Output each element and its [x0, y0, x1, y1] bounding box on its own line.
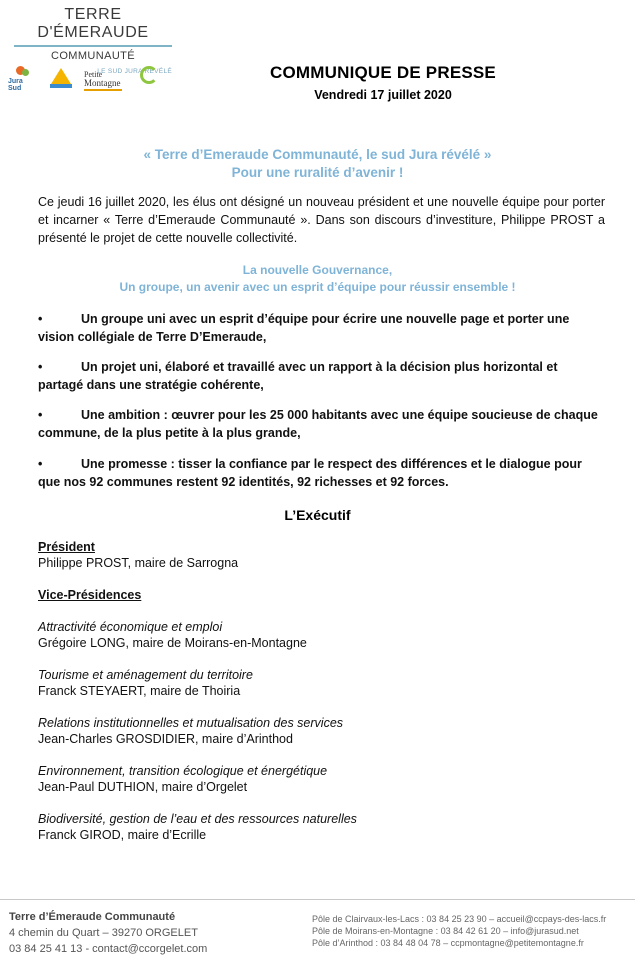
- bullet-icon: •: [38, 360, 43, 374]
- page-title: COMMUNIQUE DE PRESSE: [270, 63, 496, 82]
- vp-role: Tourisme et aménagement du territoire: [38, 668, 253, 682]
- logo-tagline: LE SUD JURA RÉVÉLÉ: [97, 68, 172, 75]
- petite-montagne-logo: Petite Montagne: [82, 64, 128, 96]
- intro-paragraph: Ce jeudi 16 juillet 2020, les élus ont désigné un nouveau président et une nouvelle équipe pour porter et incarner « Terre d’Emeraude Communauté ». Dans son discours d’investiture, Philippe PROST a présenté le projet de cette nouvelle collectivité.: [38, 195, 605, 245]
- footer-org-name: Terre d’Émeraude Communauté: [9, 911, 176, 923]
- vp-role: Relations institutionnelles et mutualisation des services: [38, 716, 344, 730]
- press-date: Vendredi 17 juillet 2020: [314, 88, 452, 102]
- vp-role: Environnement, transition écologique et énergétique: [38, 764, 328, 778]
- vp-person: Franck STEYAERT, maire de Thoiria: [38, 684, 241, 698]
- headline-line-1: « Terre d’Emeraude Communauté, le sud Jura révélé »: [143, 147, 492, 162]
- executive-heading: L’Exécutif: [284, 507, 351, 523]
- bullet-icon: •: [38, 312, 43, 326]
- governance-subheading: Un groupe, un avenir avec un esprit d’équipe pour réussir ensemble !: [119, 280, 516, 294]
- region-community-logo: [134, 64, 180, 96]
- headline-line-2: Pour une ruralité d’avenir !: [231, 165, 404, 180]
- logo-title: TERRE D'ÉMERAUDE: [37, 6, 149, 41]
- governance-heading: La nouvelle Gouvernance,: [242, 263, 393, 277]
- vice-presidents-label: Vice-Présidences: [38, 588, 142, 602]
- footer-pole: Pôle d’Arinthod : 03 84 48 04 78 – ccpmontagne@petitemontagne.fr: [312, 938, 584, 948]
- footer-pole: Pôle de Moirans-en-Montagne : 03 84 42 61 20 – info@jurasud.net: [312, 926, 579, 936]
- footer-divider: [0, 899, 635, 900]
- bullet-item: • Un groupe uni avec un esprit d’équipe pour écrire une nouvelle page et porter une vision collégiale de Terre D’Emeraude,: [38, 312, 570, 344]
- bullet-item: • Un projet uni, élaboré et travaillé avec un rapport à la décision plus horizontal et partagé dans une stratégie cohérente,: [38, 360, 558, 392]
- footer-poles: [312, 913, 606, 949]
- bullet-icon: •: [38, 408, 43, 422]
- president-name: Philippe PROST, maire de Sarrogna: [38, 556, 239, 570]
- vp-person: Jean-Paul DUTHION, maire d’Orgelet: [38, 780, 248, 794]
- footer-address-block: [9, 909, 207, 957]
- president-label: Président: [38, 540, 95, 554]
- partner-logos: [8, 64, 183, 96]
- logo-divider: [14, 45, 172, 47]
- jura-sud-logo: Jura Sud: [8, 64, 36, 96]
- vp-person: Franck GIROD, maire d’Ecrille: [38, 828, 207, 842]
- vp-person: Grégoire LONG, maire de Moirans-en-Montagne: [38, 636, 307, 650]
- vp-person: Jean-Charles GROSDIDIER, maire d’Arinthod: [38, 732, 293, 746]
- bullet-item: • Une ambition : œuvrer pour les 25 000 habitants avec une équipe soucieuse de chaque commune, de la plus petite à la plus grande,: [38, 408, 598, 440]
- logo-subtitle: COMMUNAUTÉ: [50, 50, 136, 62]
- vp-role: Attractivité économique et emploi: [38, 620, 223, 634]
- footer-contact: 03 84 25 41 13 - contact@ccorgelet.com: [9, 943, 208, 955]
- vp-role: Biodiversité, gestion de l’eau et des ressources naturelles: [38, 812, 357, 826]
- footer-pole: Pôle de Clairvaux-les-Lacs : 03 84 25 23 90 – accueil@ccpays-des-lacs.fr: [312, 914, 607, 924]
- lakes-community-logo: [48, 64, 74, 96]
- bullet-item: • Une promesse : tisser la confiance par le respect des différences et le dialogue pour que nos 92 communes restent 92 identités, 92 richesses et 92 forces.: [38, 457, 582, 489]
- bullet-icon: •: [38, 457, 43, 471]
- footer-address: 4 chemin du Quart – 39270 ORGELET: [9, 927, 198, 939]
